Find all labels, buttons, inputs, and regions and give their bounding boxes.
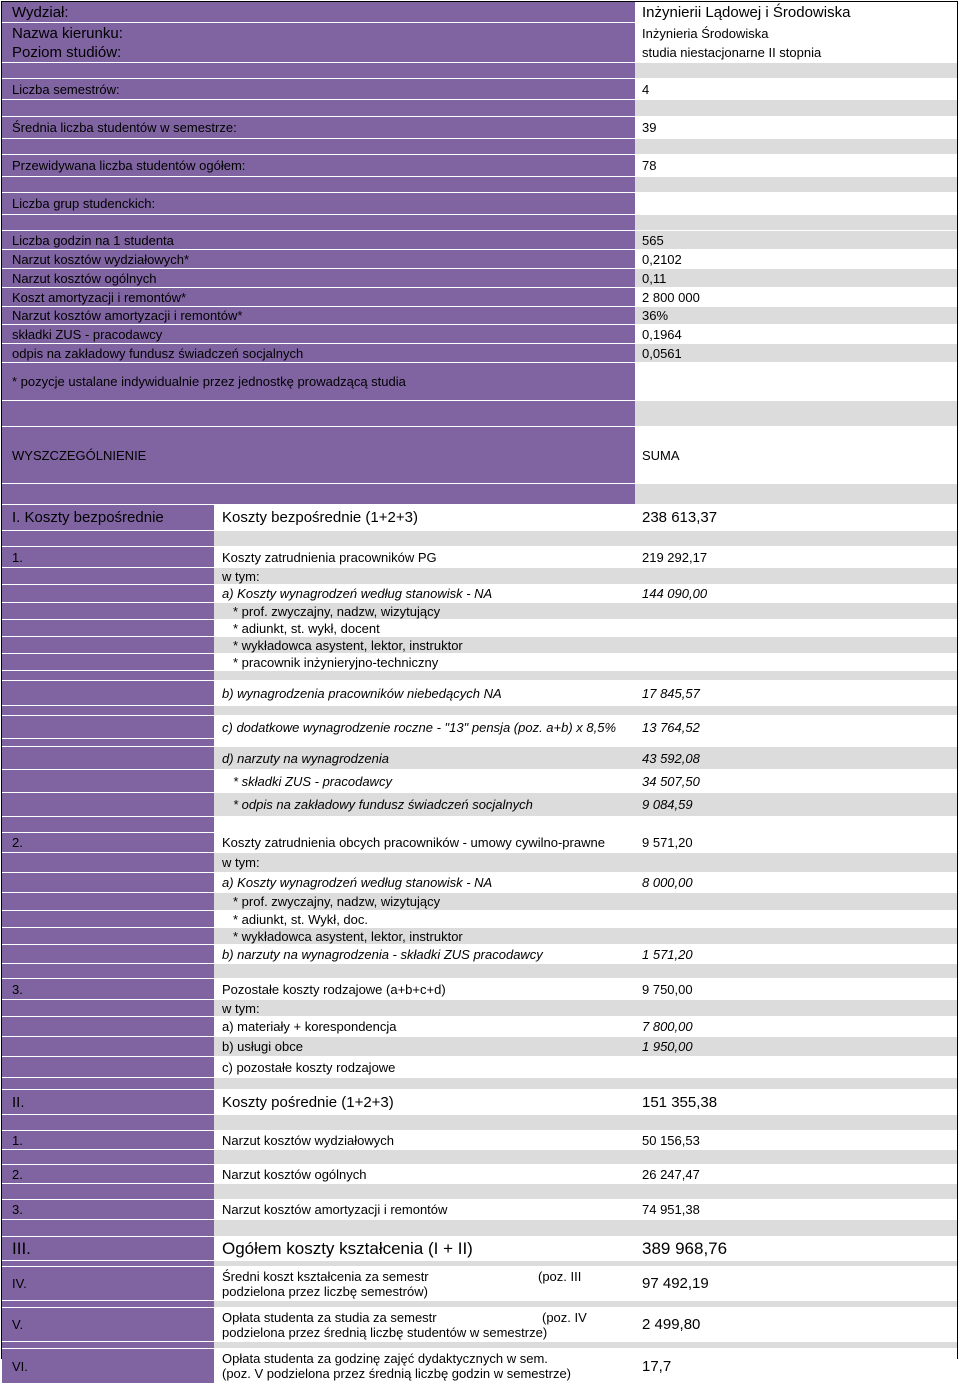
section-5-value: 2 499,80 — [635, 1308, 957, 1341]
col-header-spec: WYSZCZEGÓLNIENIE — [2, 427, 635, 483]
row-p2a — [2, 873, 957, 893]
ogolem-label: Przewidywana liczba studentów ogółem: — [2, 155, 635, 176]
row-p2b — [2, 945, 957, 964]
table-header — [2, 427, 957, 484]
semestry-label: Liczba semestrów: — [2, 79, 635, 99]
spacer-row — [2, 817, 957, 833]
section-4-value: 97 492,19 — [635, 1267, 957, 1300]
section-6-number: VI. — [2, 1349, 214, 1383]
p1a-value: 144 090,00 — [635, 585, 957, 602]
section-3-label: Ogółem koszty kształcenia (I + II) — [214, 1237, 635, 1260]
col-header-sum: SUMA — [635, 427, 957, 483]
section-4-poz: (poz. III — [538, 1268, 582, 1284]
q2-value: 26 247,47 — [635, 1165, 957, 1183]
row-p2a-1 — [2, 893, 957, 911]
q1-value: 50 156,53 — [635, 1131, 957, 1149]
row-p1a-4 — [2, 654, 957, 671]
row-p3b — [2, 1037, 957, 1057]
spacer-row — [2, 964, 957, 979]
row-section-1 — [2, 505, 957, 531]
section-1-value: 238 613,37 — [635, 505, 957, 530]
row-p1a — [2, 585, 957, 603]
section-1-label: Koszty bezpośrednie (1+2+3) — [214, 505, 635, 530]
row-wydzialowe — [2, 250, 957, 269]
p1d-1-label: * składki ZUS - pracodawcy — [214, 770, 635, 792]
row-p3 — [2, 979, 957, 1000]
p3a-label: a) materiały + korespondencja — [214, 1017, 635, 1036]
p1a-1-label: * prof. zwyczajny, nadzw, wizytujący — [214, 603, 635, 619]
narzut-amort-label: Narzut kosztów amortyzacji i remontów* — [2, 307, 635, 324]
p2-number: 2. — [2, 833, 214, 852]
section-2-number: II. — [2, 1090, 214, 1114]
q1-label: Narzut kosztów wydziałowych — [214, 1131, 635, 1149]
q3-label: Narzut kosztów amortyzacji i remontów — [214, 1200, 635, 1219]
p1d-2-value: 9 084,59 — [635, 793, 957, 816]
section-5-poz: (poz. IV — [542, 1309, 587, 1325]
p1d-2-label: * odpis na zakładowy fundusz świadczeń socjalnych — [214, 793, 635, 816]
srednia-label: Średnia liczba studentów w semestrze: — [2, 117, 635, 138]
section-4-label — [214, 1267, 635, 1300]
p1d-1-value: 34 507,50 — [635, 770, 957, 792]
p1-number: 1. — [2, 547, 214, 567]
ogolne-label: Narzut kosztów ogólnych — [2, 269, 635, 287]
spacer-row — [2, 139, 957, 155]
spacer-row — [2, 671, 957, 681]
row-wydzial — [2, 2, 957, 23]
p1a-4-label: * pracownik inżynieryjno-techniczny — [214, 654, 635, 670]
zfss-label: odpis na zakładowy fundusz świadczeń socjalnych — [2, 344, 635, 362]
p1-value: 219 292,17 — [635, 547, 957, 567]
section-4-number: IV. — [2, 1267, 214, 1300]
row-srednia — [2, 117, 957, 139]
p2a-3-label: * wykładowca asystent, lektor, instruktor — [214, 928, 635, 944]
spacer-row — [2, 100, 957, 117]
row-zus — [2, 325, 957, 344]
grupy-label: Liczba grup studenckich: — [2, 193, 635, 214]
spacer-row — [2, 531, 957, 547]
row-p1c — [2, 716, 957, 739]
row-note — [2, 363, 957, 401]
spacer-row — [2, 739, 957, 747]
row-p1 — [2, 547, 957, 568]
zus-value: 0,1964 — [635, 325, 957, 343]
p2-wtym: w tym: — [214, 853, 635, 872]
row-p1a-1 — [2, 603, 957, 620]
p2b-value: 1 571,20 — [635, 945, 957, 963]
kierunek-value: Inżynieria Środowiska — [635, 23, 957, 43]
section-2-label: Koszty pośrednie (1+2+3) — [214, 1090, 635, 1114]
amort-label: Koszt amortyzacji i remontów* — [2, 288, 635, 306]
spacer-row — [2, 1220, 957, 1237]
zus-label: składki ZUS - pracodawcy — [2, 325, 635, 343]
row-p2 — [2, 833, 957, 853]
cost-sheet — [1, 1, 958, 1381]
section-5-line1: Opłata studenta za studia za semestr — [222, 1309, 437, 1325]
p2a-label: a) Koszty wynagrodzeń według stanowisk - NA — [214, 873, 635, 892]
p2a-value: 8 000,00 — [635, 873, 957, 892]
p1c-value: 13 764,52 — [635, 716, 957, 738]
q2-number: 2. — [2, 1165, 214, 1183]
row-p2a-3 — [2, 928, 957, 945]
row-p1b — [2, 681, 957, 706]
spacer-row — [2, 1078, 957, 1090]
row-q3 — [2, 1200, 957, 1220]
p3b-label: b) usługi obce — [214, 1037, 635, 1056]
godziny-value: 565 — [635, 231, 957, 249]
p3-label: Pozostałe koszty rodzajowe (a+b+c+d) — [214, 979, 635, 999]
row-q1 — [2, 1131, 957, 1150]
wydzialowe-label: Narzut kosztów wydziałowych* — [2, 250, 635, 268]
q3-number: 3. — [2, 1200, 214, 1219]
ogolne-value: 0,11 — [635, 269, 957, 287]
spacer-row — [2, 215, 957, 231]
zfss-value: 0,0561 — [635, 344, 957, 362]
wydzial-label: Wydział: — [2, 2, 635, 22]
p3c-label: c) pozostałe koszty rodzajowe — [214, 1057, 635, 1077]
row-p2-wtym — [2, 853, 957, 873]
row-zfss — [2, 344, 957, 363]
row-p3-wtym — [2, 1000, 957, 1017]
row-amort — [2, 288, 957, 307]
spacer-row — [2, 177, 957, 193]
section-6-value: 17,7 — [635, 1349, 957, 1383]
p1d-label: d) narzuty na wynagrodzenia — [214, 747, 635, 769]
narzut-amort-value: 36% — [635, 307, 957, 324]
row-section-6 — [2, 1349, 957, 1383]
p2a-2-label: * adiunkt, st. Wykł, doc. — [214, 911, 635, 927]
p1-wtym: w tym: — [214, 568, 635, 584]
section-2-value: 151 355,38 — [635, 1090, 957, 1114]
row-ogolem — [2, 155, 957, 177]
semestry-value: 4 — [635, 79, 957, 99]
spacer-row — [2, 1342, 957, 1349]
amort-value: 2 800 000 — [635, 288, 957, 306]
kierunek-label: Nazwa kierunku: — [2, 23, 635, 43]
row-p1d-1 — [2, 770, 957, 793]
p1-label: Koszty zatrudnienia pracowników PG — [214, 547, 635, 567]
poziom-value: studia niestacjonarne II stopnia — [635, 43, 957, 62]
row-semestry — [2, 79, 957, 100]
q1-number: 1. — [2, 1131, 214, 1149]
section-6-label — [214, 1349, 635, 1383]
section-5-line2: podzielona przez średnią liczbę studentów w semestrze) — [222, 1324, 548, 1340]
q3-value: 74 951,38 — [635, 1200, 957, 1219]
srednia-value: 39 — [635, 117, 957, 138]
section-4-line1: Średni koszt kształcenia za semestr — [222, 1268, 429, 1284]
spacer-row — [2, 1301, 957, 1308]
section-4-line2: podzielona przez liczbę semestrów) — [222, 1283, 428, 1299]
row-grupy — [2, 193, 957, 215]
p1c-label: c) dodatkowe wynagrodzenie roczne - "13" pensja (poz. a+b) x 8,5% — [214, 716, 635, 738]
section-3-number: III. — [2, 1237, 214, 1260]
p1a-3-label: * wykładowca asystent, lektor, instruktor — [214, 637, 635, 653]
section-3-value: 389 968,76 — [635, 1237, 957, 1260]
spacer-row — [2, 706, 957, 716]
row-p1d — [2, 747, 957, 770]
ogolem-value: 78 — [635, 155, 957, 176]
section-5-label — [214, 1308, 635, 1341]
p1b-value: 17 845,57 — [635, 681, 957, 705]
spacer-row — [2, 484, 957, 505]
note-text: * pozycje ustalane indywidualnie przez jednostkę prowadzącą studia — [2, 363, 635, 400]
row-p1a-2 — [2, 620, 957, 637]
p1b-label: b) wynagrodzenia pracowników niebedących NA — [214, 681, 635, 705]
wydzial-value: Inżynierii Lądowej i Środowiska — [635, 2, 957, 22]
row-godziny — [2, 231, 957, 250]
wydzialowe-value: 0,2102 — [635, 250, 957, 268]
q2-label: Narzut kosztów ogólnych — [214, 1165, 635, 1183]
section-6-line2: (poz. V podzielona przez średnią liczbę godzin w semestrze) — [222, 1366, 572, 1381]
row-p3c — [2, 1057, 957, 1078]
p3-number: 3. — [2, 979, 214, 999]
spacer-row — [2, 1184, 957, 1200]
p3b-value: 1 950,00 — [635, 1037, 957, 1056]
row-ogolne — [2, 269, 957, 288]
row-poziom — [2, 43, 957, 63]
p2a-1-label: * prof. zwyczajny, nadzw, wizytujący — [214, 893, 635, 910]
p1d-value: 43 592,08 — [635, 747, 957, 769]
spacer-row — [2, 1150, 957, 1165]
row-section-2 — [2, 1090, 957, 1115]
row-p3a — [2, 1017, 957, 1037]
spacer-row — [2, 1115, 957, 1131]
p1a-label: a) Koszty wynagrodzeń według stanowisk - NA — [214, 585, 635, 602]
godziny-label: Liczba godzin na 1 studenta — [2, 231, 635, 249]
row-section-5 — [2, 1308, 957, 1342]
row-kierunek — [2, 23, 957, 43]
row-section-4 — [2, 1267, 957, 1301]
section-1-number: I. Koszty bezpośrednie — [2, 505, 214, 530]
row-section-3 — [2, 1237, 957, 1261]
row-p1a-3 — [2, 637, 957, 654]
row-p1-wtym — [2, 568, 957, 585]
spacer-row — [2, 401, 957, 427]
p2-value: 9 571,20 — [635, 833, 957, 852]
p3-wtym: w tym: — [214, 1000, 635, 1016]
row-p2a-2 — [2, 911, 957, 928]
poziom-label: Poziom studiów: — [2, 43, 635, 62]
section-6-line1: Opłata studenta za godzinę zajęć dydaktycznych w sem. — [222, 1351, 548, 1366]
spacer-row — [2, 63, 957, 79]
p3a-value: 7 800,00 — [635, 1017, 957, 1036]
section-5-number: V. — [2, 1308, 214, 1341]
row-p1d-2 — [2, 793, 957, 817]
p2b-label: b) narzuty na wynagrodzenia - składki ZUS pracodawcy — [214, 945, 635, 963]
p3-value: 9 750,00 — [635, 979, 957, 999]
p1a-2-label: * adiunkt, st. wykł, docent — [214, 620, 635, 636]
p2-label: Koszty zatrudnienia obcych pracowników - umowy cywilno-prawne — [214, 833, 635, 852]
row-q2 — [2, 1165, 957, 1184]
row-narzut-amort — [2, 307, 957, 325]
grupy-value — [635, 193, 957, 214]
